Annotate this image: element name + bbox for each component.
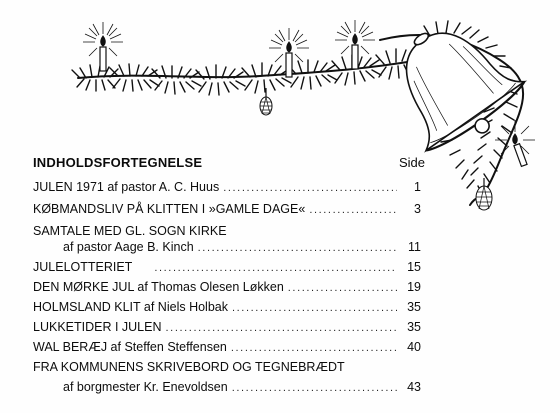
entry-page: 35 bbox=[407, 320, 421, 334]
entry-page: 19 bbox=[407, 280, 421, 294]
entry-page: 11 bbox=[408, 240, 421, 254]
dot-leader bbox=[154, 262, 397, 274]
entry-title: FRA KOMMUNENS SKRIVEBORD OG TEGNEBRÆDT bbox=[33, 360, 345, 374]
entry-title: KØBMANDSLIV PÅ KLITTEN I »GAMLE DAGE« bbox=[33, 202, 306, 216]
entry-page: 40 bbox=[407, 340, 421, 354]
entry-title: af borgmester Kr. Enevoldsen bbox=[63, 380, 228, 394]
toc-entry bbox=[33, 202, 421, 218]
entry-title: LUKKETIDER I JULEN bbox=[33, 320, 162, 334]
entry-page: 35 bbox=[407, 300, 421, 314]
bell-icon bbox=[370, 1, 535, 166]
toc-entry bbox=[33, 340, 421, 356]
toc-entry bbox=[33, 240, 421, 256]
toc-entry bbox=[33, 260, 421, 276]
entry-page: 3 bbox=[414, 202, 421, 216]
entry-page: 43 bbox=[407, 380, 421, 394]
toc-entry bbox=[33, 224, 421, 240]
entry-page: 1 bbox=[414, 180, 421, 194]
entry-title: JULELOTTERIET bbox=[33, 260, 133, 274]
toc-title: INDHOLDSFORTEGNELSE bbox=[33, 155, 203, 170]
toc-entry bbox=[33, 300, 421, 316]
candle-icon bbox=[83, 20, 535, 166]
entry-title: JULEN 1971 af pastor A. C. Huus bbox=[33, 180, 220, 194]
entry-page: 15 bbox=[407, 260, 421, 274]
dot-leader bbox=[232, 382, 397, 394]
entry-title: DEN MØRKE JUL af Thomas Olesen Løkken bbox=[33, 280, 284, 294]
toc-entry bbox=[33, 280, 421, 296]
entry-title: SAMTALE MED GL. SOGN KIRKE bbox=[33, 224, 227, 238]
dot-leader bbox=[232, 302, 397, 314]
pine-garland-icon bbox=[72, 21, 523, 205]
dot-leader bbox=[288, 282, 397, 294]
entry-title: af pastor Aage B. Kinch bbox=[63, 240, 194, 254]
dot-leader bbox=[166, 322, 397, 334]
dot-leader bbox=[309, 204, 397, 216]
toc-entry bbox=[33, 360, 421, 376]
dot-leader bbox=[231, 342, 397, 354]
dot-leader bbox=[198, 242, 397, 254]
dot-leader bbox=[223, 182, 397, 194]
toc-entry bbox=[33, 180, 421, 196]
entry-title: HOLMSLAND KLIT af Niels Holbak bbox=[33, 300, 228, 314]
toc-entry bbox=[33, 380, 421, 396]
page-column-label: Side bbox=[398, 155, 425, 170]
toc-entry bbox=[33, 320, 421, 336]
entry-title: WAL BERÆJ af Steffen Steffensen bbox=[33, 340, 227, 354]
toc-header bbox=[33, 155, 425, 173]
